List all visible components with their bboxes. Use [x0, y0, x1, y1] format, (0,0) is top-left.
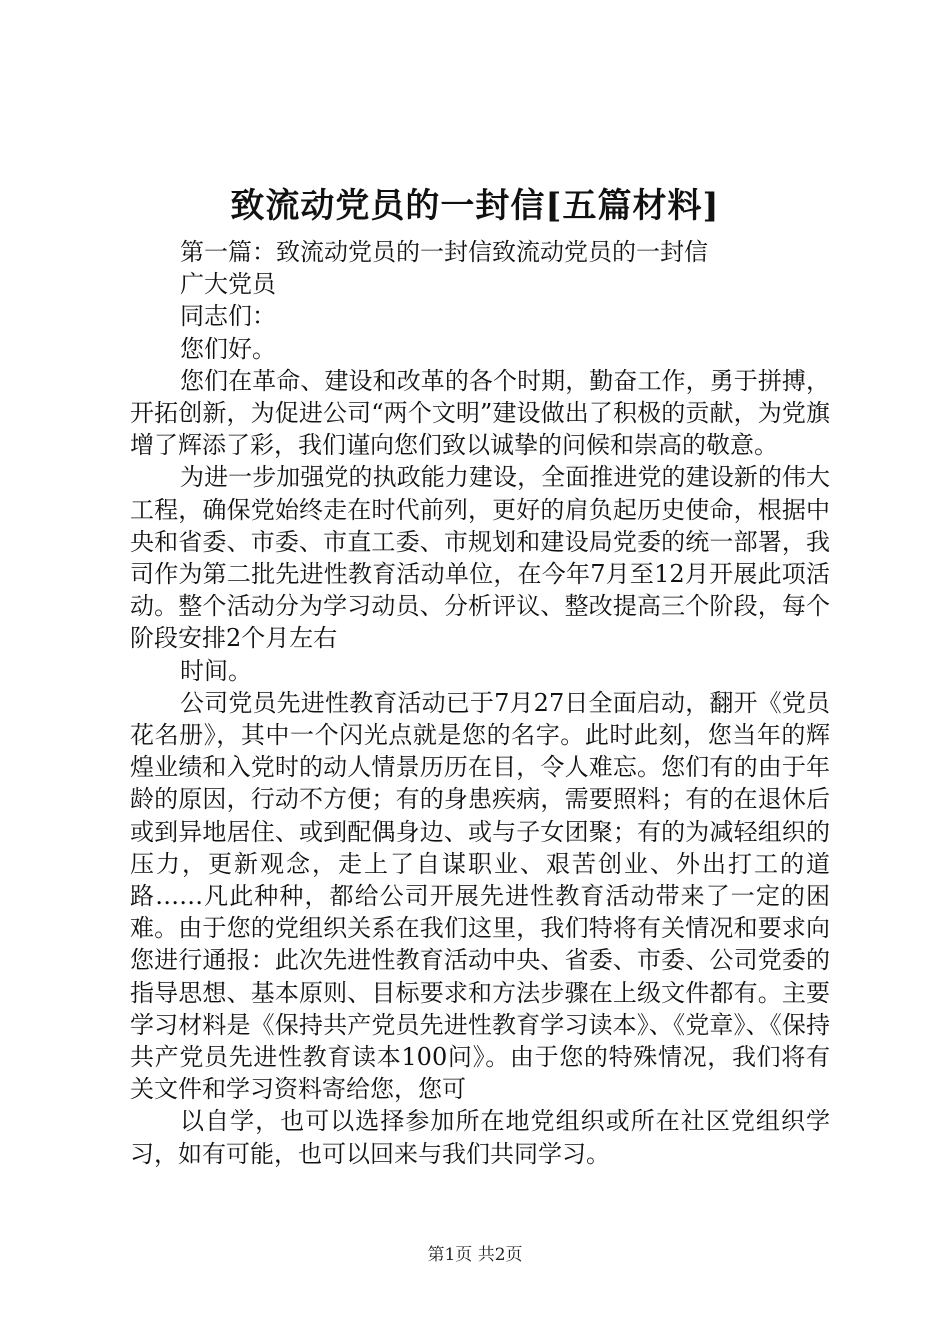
greeting: 您们好。 [180, 334, 276, 363]
salutation-recipients: 广大党员 [180, 270, 276, 299]
paragraph-time: 时间。 [180, 656, 252, 685]
section-heading: 第一篇：致流动党员的一封信致流动党员的一封信 [180, 238, 708, 266]
document-title: 致流动党员的一封信[五篇材料] [230, 186, 720, 226]
salutation-comrades: 同志们： [180, 302, 276, 331]
paragraph-background: 为进一步加强党的执政能力建设，全面推进党的建设新的伟大工程，确保党始终走在时代前列，更好的肩负起历史使命，根据中央和省委、市委、市直工委、市规划和建设局党委的统一部署，我司作为第二批先进性教育活动单位，在今年7月至12月开展此项活动。整个活动分为学习动员、分析评议、整改提高三个阶段，每个阶段安排2个月左右 [130, 463, 830, 653]
paragraph-study: 以自学，也可以选择参加所在地党组织或所在社区党组织学习，如有可能，也可以回来与我们共同学习。 [130, 1107, 830, 1168]
document-body [130, 236, 830, 1170]
page-footer: 第1页 共2页 [427, 1245, 523, 1265]
paragraph-activity: 公司党员先进性教育活动已于7月27日全面启动，翻开《党员花名册》，其中一个闪光点就是您的名字。此时此刻，您当年的辉煌业绩和入党时的动人情景历历在目，令人难忘。您们有的由于年龄的原因，行动不方便；有的身患疾病，需要照料；有的在退休后或到异地居住、或到配偶身边、或与子女团聚；有的为减轻组织的压力，更新观念，走上了自谋职业、艰苦创业、外出打工的道路……凡此种种，都给公司开展先进性教育活动带来了一定的困难。由于您的党组织关系在我们这里，我们特将有关情况和要求向您进行通报：此次先进性教育活动中央、省委、市委、公司党委的指导思想、基本原则、目标要求和方法步骤在上级文件都有。主要学习材料是《保持共产党员先进性教育学习读本》、《党章》、《保持共产党员先进性教育读本100问》。由于您的特殊情况，我们将有关文件和学习资料寄给您，您可 [130, 688, 830, 1104]
paragraph-appreciation: 您们在革命、建设和改革的各个时期，勤奋工作，勇于拼搏，开拓创新，为促进公司“两个文明”建设做出了积极的贡献，为党旗增了辉添了彩，我们谨向您们致以诚挚的问候和崇高的敬意。 [130, 366, 830, 460]
